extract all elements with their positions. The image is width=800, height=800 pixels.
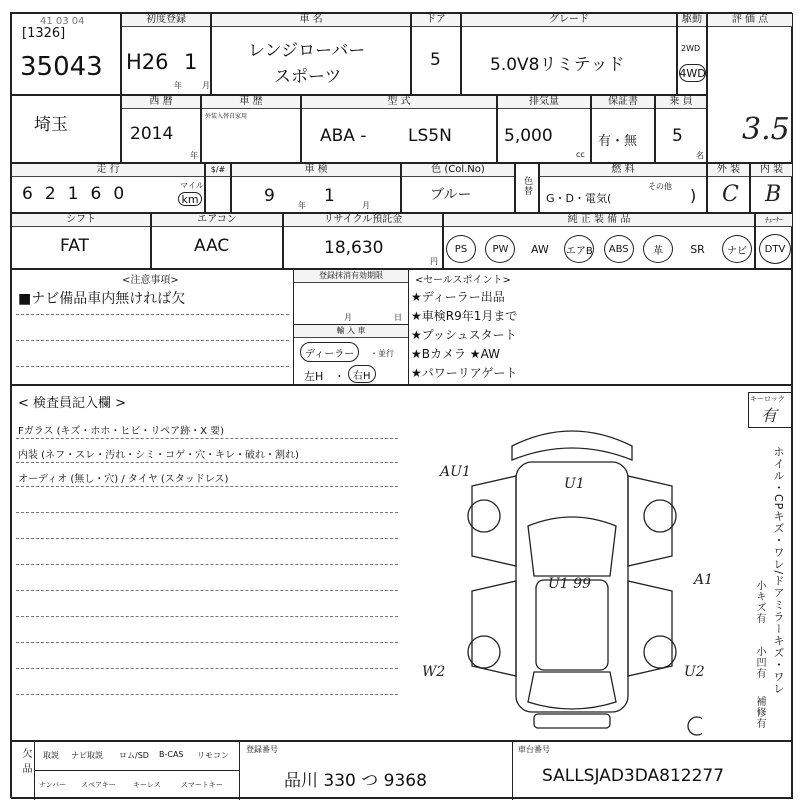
first-reg-era: H26 (126, 50, 169, 74)
aircon-cell: エアコン AAC (151, 213, 283, 269)
caution-text: ■ナビ備品車内無ければ欠 (18, 291, 186, 307)
dealer-option: ディーラー (300, 342, 359, 362)
damage-mark: U1 99 (548, 576, 591, 592)
keylock-mark: 有 (761, 406, 778, 425)
drive-cell: 駆動 2WD 4WD (677, 13, 707, 95)
plate-number: 品川 330 つ 9368 (284, 771, 427, 791)
mileage-digit: 1 (67, 184, 91, 204)
side-mark: 小キズ有 (754, 580, 765, 624)
model-prefix: ABA - (320, 126, 367, 146)
history-cell: 車 歴 外装入替自家用 (201, 95, 301, 163)
prefecture: 埼玉 (34, 115, 68, 135)
equipment-dtv: DTV (759, 234, 791, 264)
equipment-list (446, 232, 752, 266)
exterior-cell: 外 装 C (707, 163, 750, 213)
equipment-item: AW (530, 242, 549, 256)
color-value: ブルー (430, 187, 472, 203)
inspector-area: < 検査員記入欄 > Fガラス (キズ・ホホ・ヒビ・リペア跡・X 要) 内装 (ネフ・スレ・汚れ・シミ・コゲ・穴・キレ・破れ・割れ) オーディオ (無し・穴) / タイヤ (スタッドレス) AU1 U1 U1 99 A1 W2 U2 キーロック 有 ホイル・CPキズ・ワレ/ドアミラーキズ・ワレ 小キズ有 小凹有 補修有 (11, 385, 793, 741)
sales-point: ★Bカメラ ★AW (411, 347, 500, 361)
color-change-cell: 色替 (515, 163, 539, 213)
right-hand-drive: 右H (348, 365, 376, 383)
recycle-cell: リサイクル預託金 18,630 円 (283, 213, 443, 269)
mileage-digit: 0 (113, 184, 137, 204)
doors-cell: ドア 5 (411, 13, 461, 95)
model-cell: 型 式 ABA - LS5N (301, 95, 497, 163)
km-unit: km (178, 192, 202, 206)
first-registration-cell: 初度登録 H26 1 年 月 (121, 13, 211, 95)
caution-area: <注意事項> ■ナビ備品車内無ければ欠 (11, 269, 293, 385)
sales-point: ★プッシュスタート (411, 328, 517, 342)
exterior-grade: C (722, 182, 739, 207)
shift-cell: シフト FAT (11, 213, 151, 269)
sales-point: ★ディーラー出品 (411, 290, 505, 304)
sales-point: ★パワーリアゲート (411, 366, 518, 380)
fuel-cell: 燃 料 G・D・電気( その他 ) (539, 163, 707, 213)
equipment-item: PW (485, 235, 515, 263)
inspection-year: 9 (264, 186, 275, 206)
car-name-line2: スポーツ (274, 67, 342, 87)
capacity: 5 (672, 126, 683, 146)
sales-point: ★車検R9年1月まで (411, 309, 518, 323)
damage-mark: W2 (422, 664, 446, 680)
footer: 欠 品 取説 ナビ取説 ロム/SD B-CAS リモコン ナンバー スペアキー キーレス スマートキー 登録番号 品川 330 つ 9368 車台番号 SALLSJAD3DA812277 (11, 741, 793, 799)
warranty-cell: 保証書 有・無 (591, 95, 655, 163)
inspection-cell: 車 検 9 年 1 月 (231, 163, 401, 213)
car-name-cell: 車 名 レンジローバー スポーツ (211, 13, 411, 95)
score-value: 3.5 (742, 112, 790, 147)
aircon-value: AAC (194, 236, 230, 256)
first-reg-month: 1 (184, 50, 198, 74)
side-mark: 補修有 (754, 696, 765, 729)
auction-sheet (10, 12, 792, 798)
interior-cell: 内 装 B (750, 163, 793, 213)
doors-value: 5 (430, 50, 441, 70)
model-code: LS5N (408, 126, 452, 146)
inspector-title: < 検査員記入欄 > (18, 396, 127, 411)
side-mark: 小凹有 (754, 646, 765, 679)
grade-value: 5.0V8リミテッド (490, 55, 625, 75)
lot-label: [1326] (22, 26, 66, 41)
equipment-item: エアB (564, 235, 594, 263)
equipment-item: ナビ (722, 235, 752, 263)
lot-cell: 41 03 04 [1326] 35043 (11, 13, 121, 95)
registration-import-cell: 登録抹消有効期限 月 日 輸 入 車 ディーラー ・並行 左H ・ 右H (293, 269, 409, 385)
equipment-item: ABS (604, 235, 634, 263)
car-name-line1: レンジローバー (248, 41, 366, 61)
lot-number: 35043 (20, 52, 103, 82)
interior-grade: B (765, 182, 782, 207)
drive-2wd: 2WD (681, 44, 701, 53)
mileage-digit: 2 (44, 184, 68, 204)
dollar-cell: $/# (205, 163, 231, 213)
equipment-item: SR (690, 242, 705, 256)
fuel-options: G・D・電気( (546, 192, 612, 205)
recycle-amount: 18,630 (324, 238, 384, 258)
western-year: 2014 (130, 124, 174, 144)
damage-mark: AU1 (440, 464, 471, 480)
vin-number: SALLSJAD3DA812277 (542, 766, 725, 786)
mileage-cell: 走 行 62160 マイル km (11, 163, 205, 213)
damage-mark: A1 (694, 572, 714, 588)
score-cell: 評 価 点 3.5 (707, 13, 793, 163)
inspection-month: 1 (324, 186, 335, 206)
displacement-cell: 排気量 5,000 cc (497, 95, 591, 163)
prefecture-cell (11, 95, 121, 163)
shift-value: FAT (60, 236, 89, 256)
equipment-cell: 純 正 装 備 品 PS PW AW エアB ABS 革 SR ナビ (443, 213, 755, 269)
capacity-cell: 乗 員 5 名 (655, 95, 707, 163)
grade-cell: グレード 5.0V8リミテッド (461, 13, 677, 95)
sales-points: <セールスポイント> ★ディーラー出品 ★車検R9年1月まで ★プッシュスタート ★Bカメラ ★AW ★パワーリアゲート (409, 269, 793, 385)
mileage-digit: 6 (90, 184, 114, 204)
missing-items: 取説 ナビ取説 ロム/SD B-CAS リモコン ナンバー スペアキー キーレス スマートキー (34, 742, 240, 800)
side-text: ホイル・CPキズ・ワレ/ドアミラーキズ・ワレ (772, 446, 785, 696)
equipment-item: 革 (643, 235, 673, 263)
keylock-box: キーロック 有 (748, 392, 792, 428)
warranty: 有・無 (598, 134, 638, 149)
tuner-cell: ﾁｭｰﾅｰ DTV (755, 213, 793, 269)
displacement: 5,000 (504, 126, 553, 146)
equipment-item: PS (446, 235, 476, 263)
damage-mark: U2 (684, 664, 705, 680)
damage-mark: U1 (564, 476, 585, 492)
western-year-cell: 西 暦 2014 年 (121, 95, 201, 163)
drive-4wd: 4WD (679, 64, 706, 82)
mileage-digit: 6 (22, 184, 45, 204)
color-cell: 色 (Col.No) ブルー (401, 163, 515, 213)
